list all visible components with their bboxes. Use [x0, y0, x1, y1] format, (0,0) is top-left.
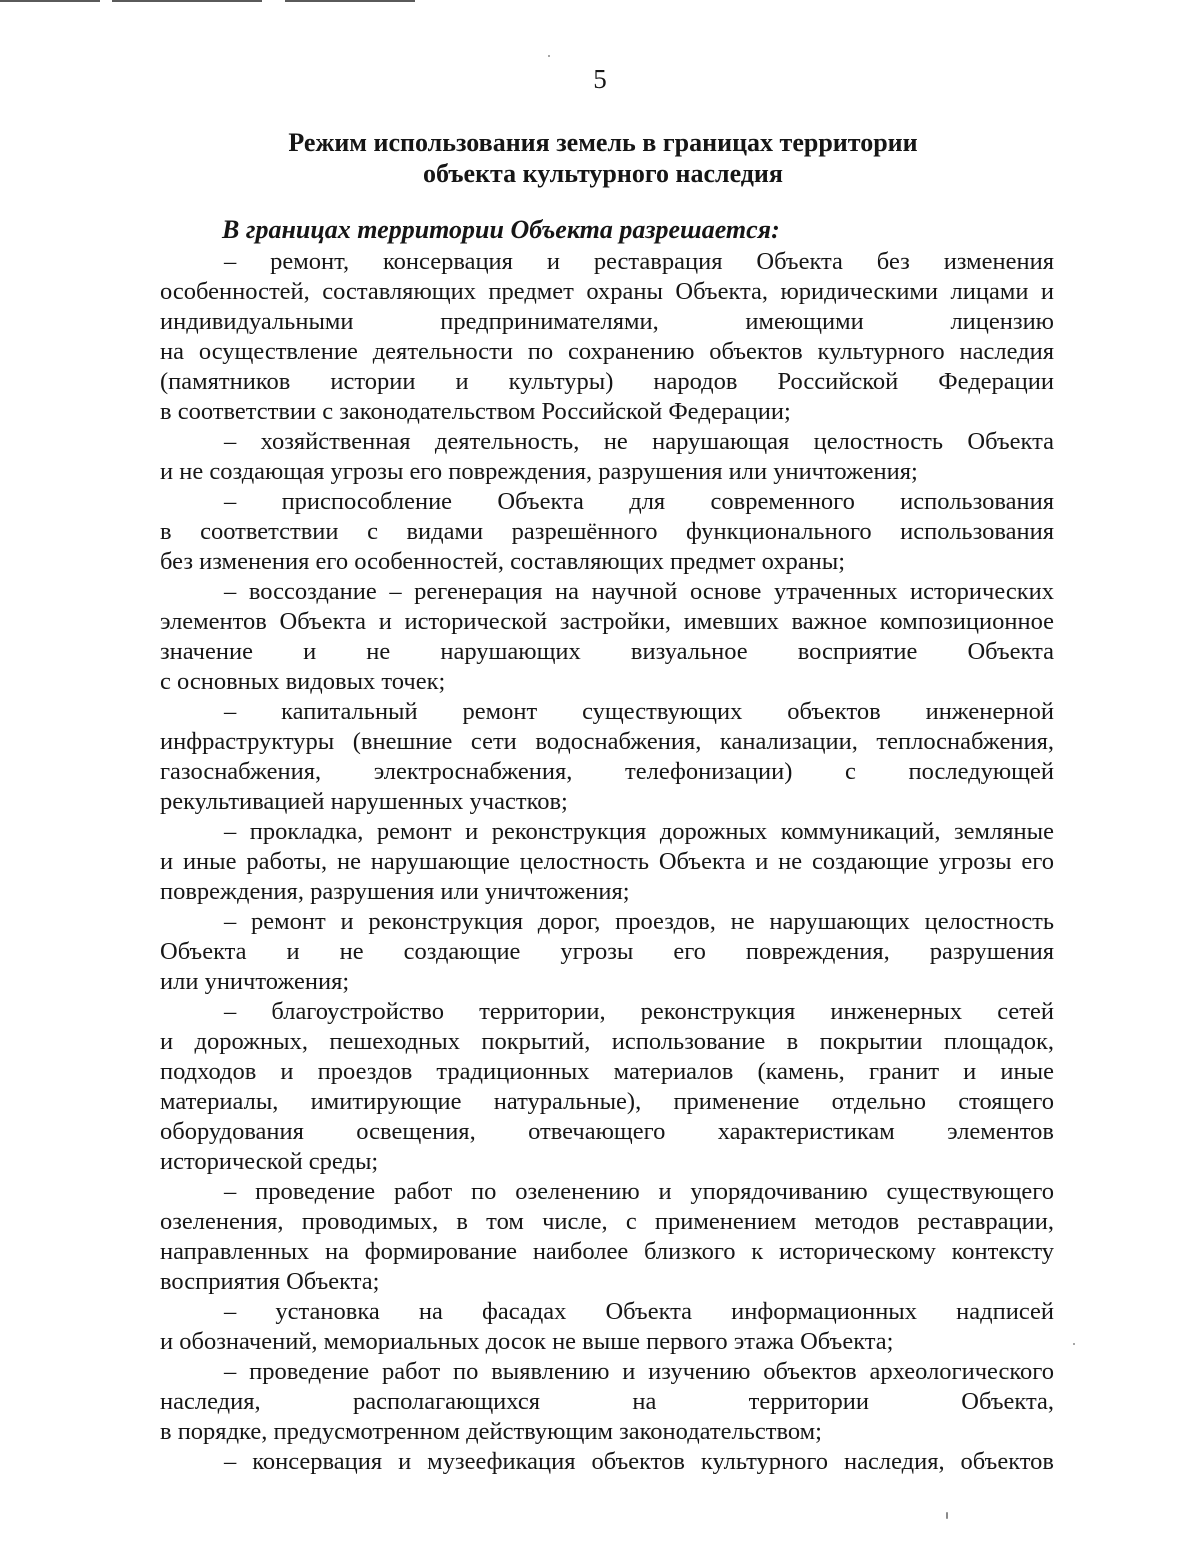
page-number: 5 [593, 64, 607, 94]
list-item [160, 907, 1054, 997]
scan-speck [946, 1512, 948, 1519]
scan-edge-line [112, 0, 262, 2]
list-item [160, 247, 1054, 427]
text-line: – прокладка, ремонт и реконструкция дорожных коммуникаций, земляные [224, 818, 1054, 845]
list-item [160, 487, 1054, 577]
text-line: и иные работы, не нарушающие целостность Объекта и не создающие угрозы его [160, 848, 1054, 875]
text-line: значение и не нарушающих визуальное восприятие Объекта [160, 638, 1054, 665]
text-line: – хозяйственная деятельность, не нарушающая целостность Объекта [224, 428, 1054, 455]
text-line: – капитальный ремонт существующих объектов инженерной [224, 698, 1054, 725]
text-line: – приспособление Объекта для современного использования [224, 488, 1054, 515]
text-line: – ремонт и реконструкция дорог, проездов, не нарушающих целостность [224, 908, 1054, 935]
text-line: – установка на фасадах Объекта информационных надписей [224, 1298, 1054, 1325]
text-line: и не создающая угрозы его повреждения, разрушения или уничтожения; [160, 458, 918, 485]
list-item [160, 997, 1054, 1177]
text-line: в соответствии с законодательством Российской Федерации; [160, 398, 791, 425]
text-line: без изменения его особенностей, составляющих предмет охраны; [160, 548, 845, 575]
title-line: объекта культурного наследия [423, 159, 783, 188]
text-line: или уничтожения; [160, 968, 350, 995]
text-line: – ремонт, консервация и реставрация Объекта без изменения [224, 248, 1054, 275]
list-item [160, 697, 1054, 817]
list-item [160, 1357, 1054, 1447]
text-line: направленных на формирование наиболее близкого к историческому контексту [160, 1238, 1054, 1265]
text-line: (памятников истории и культуры) народов Российской Федерации [160, 368, 1054, 395]
text-line: – благоустройство территории, реконструкция инженерных сетей [224, 998, 1054, 1025]
text-line: – воссоздание – регенерация на научной основе утраченных исторических [224, 578, 1054, 605]
text-line: восприятия Объекта; [160, 1268, 380, 1295]
text-line: исторической среды; [160, 1148, 379, 1175]
text-line: – консервация и музеефикация объектов культурного наследия, объектов [224, 1448, 1054, 1475]
list-item [160, 577, 1054, 697]
text-line: – проведение работ по выявлению и изучению объектов археологического [224, 1358, 1054, 1385]
document-title [160, 127, 1046, 189]
text-line: озеленения, проводимых, в том числе, с применением методов реставрации, [160, 1208, 1054, 1235]
section-heading: В границах территории Объекта разрешается: [222, 215, 780, 244]
text-line: материалы, имитирующие натуральные), применение отдельно стоящего [160, 1088, 1054, 1115]
text-line: индивидуальными предпринимателями, имеющими лицензию [160, 308, 1054, 335]
scan-edge-line [285, 0, 415, 2]
list-item [160, 817, 1054, 907]
text-line: на осуществление деятельности по сохранению объектов культурного наследия [160, 338, 1054, 365]
text-line: – проведение работ по озеленению и упорядочиванию существующего [224, 1178, 1054, 1205]
list-item [160, 1177, 1054, 1297]
text-line: особенностей, составляющих предмет охраны Объекта, юридическими лицами и [160, 278, 1054, 305]
text-line: оборудования освещения, отвечающего характеристикам элементов [160, 1118, 1054, 1145]
text-line: инфраструктуры (внешние сети водоснабжения, канализации, теплоснабжения, [160, 728, 1054, 755]
text-line: повреждения, разрушения или уничтожения; [160, 878, 630, 905]
scan-edge-line [0, 0, 100, 2]
text-line: и дорожных, пешеходных покрытий, использование в покрытии площадок, [160, 1028, 1054, 1055]
text-line: в порядке, предусмотренном действующим законодательством; [160, 1418, 822, 1445]
text-line: и обозначений, мемориальных досок не выше первого этажа Объекта; [160, 1328, 894, 1355]
document-body [160, 214, 1054, 1477]
text-line: наследия, располагающихся на территории Объекта, [160, 1388, 1054, 1415]
text-line: в соответствии с видами разрешённого функционального использования [160, 518, 1054, 545]
scan-speck [1073, 1343, 1075, 1345]
list-item [160, 1297, 1054, 1357]
list-item [160, 1447, 1054, 1477]
text-line: рекультивацией нарушенных участков; [160, 788, 568, 815]
text-line: газоснабжения, электроснабжения, телефонизации) с последующей [160, 758, 1054, 785]
text-line: элементов Объекта и исторической застройки, имевших важное композиционное [160, 608, 1054, 635]
scan-speck [548, 55, 550, 57]
list-item [160, 427, 1054, 487]
text-line: с основных видовых точек; [160, 668, 446, 695]
title-line: Режим использования земель в границах территории [288, 128, 918, 157]
text-line: Объекта и не создающие угрозы его повреждения, разрушения [160, 938, 1054, 965]
text-line: подходов и проездов традиционных материалов (камень, гранит и иные [160, 1058, 1054, 1085]
